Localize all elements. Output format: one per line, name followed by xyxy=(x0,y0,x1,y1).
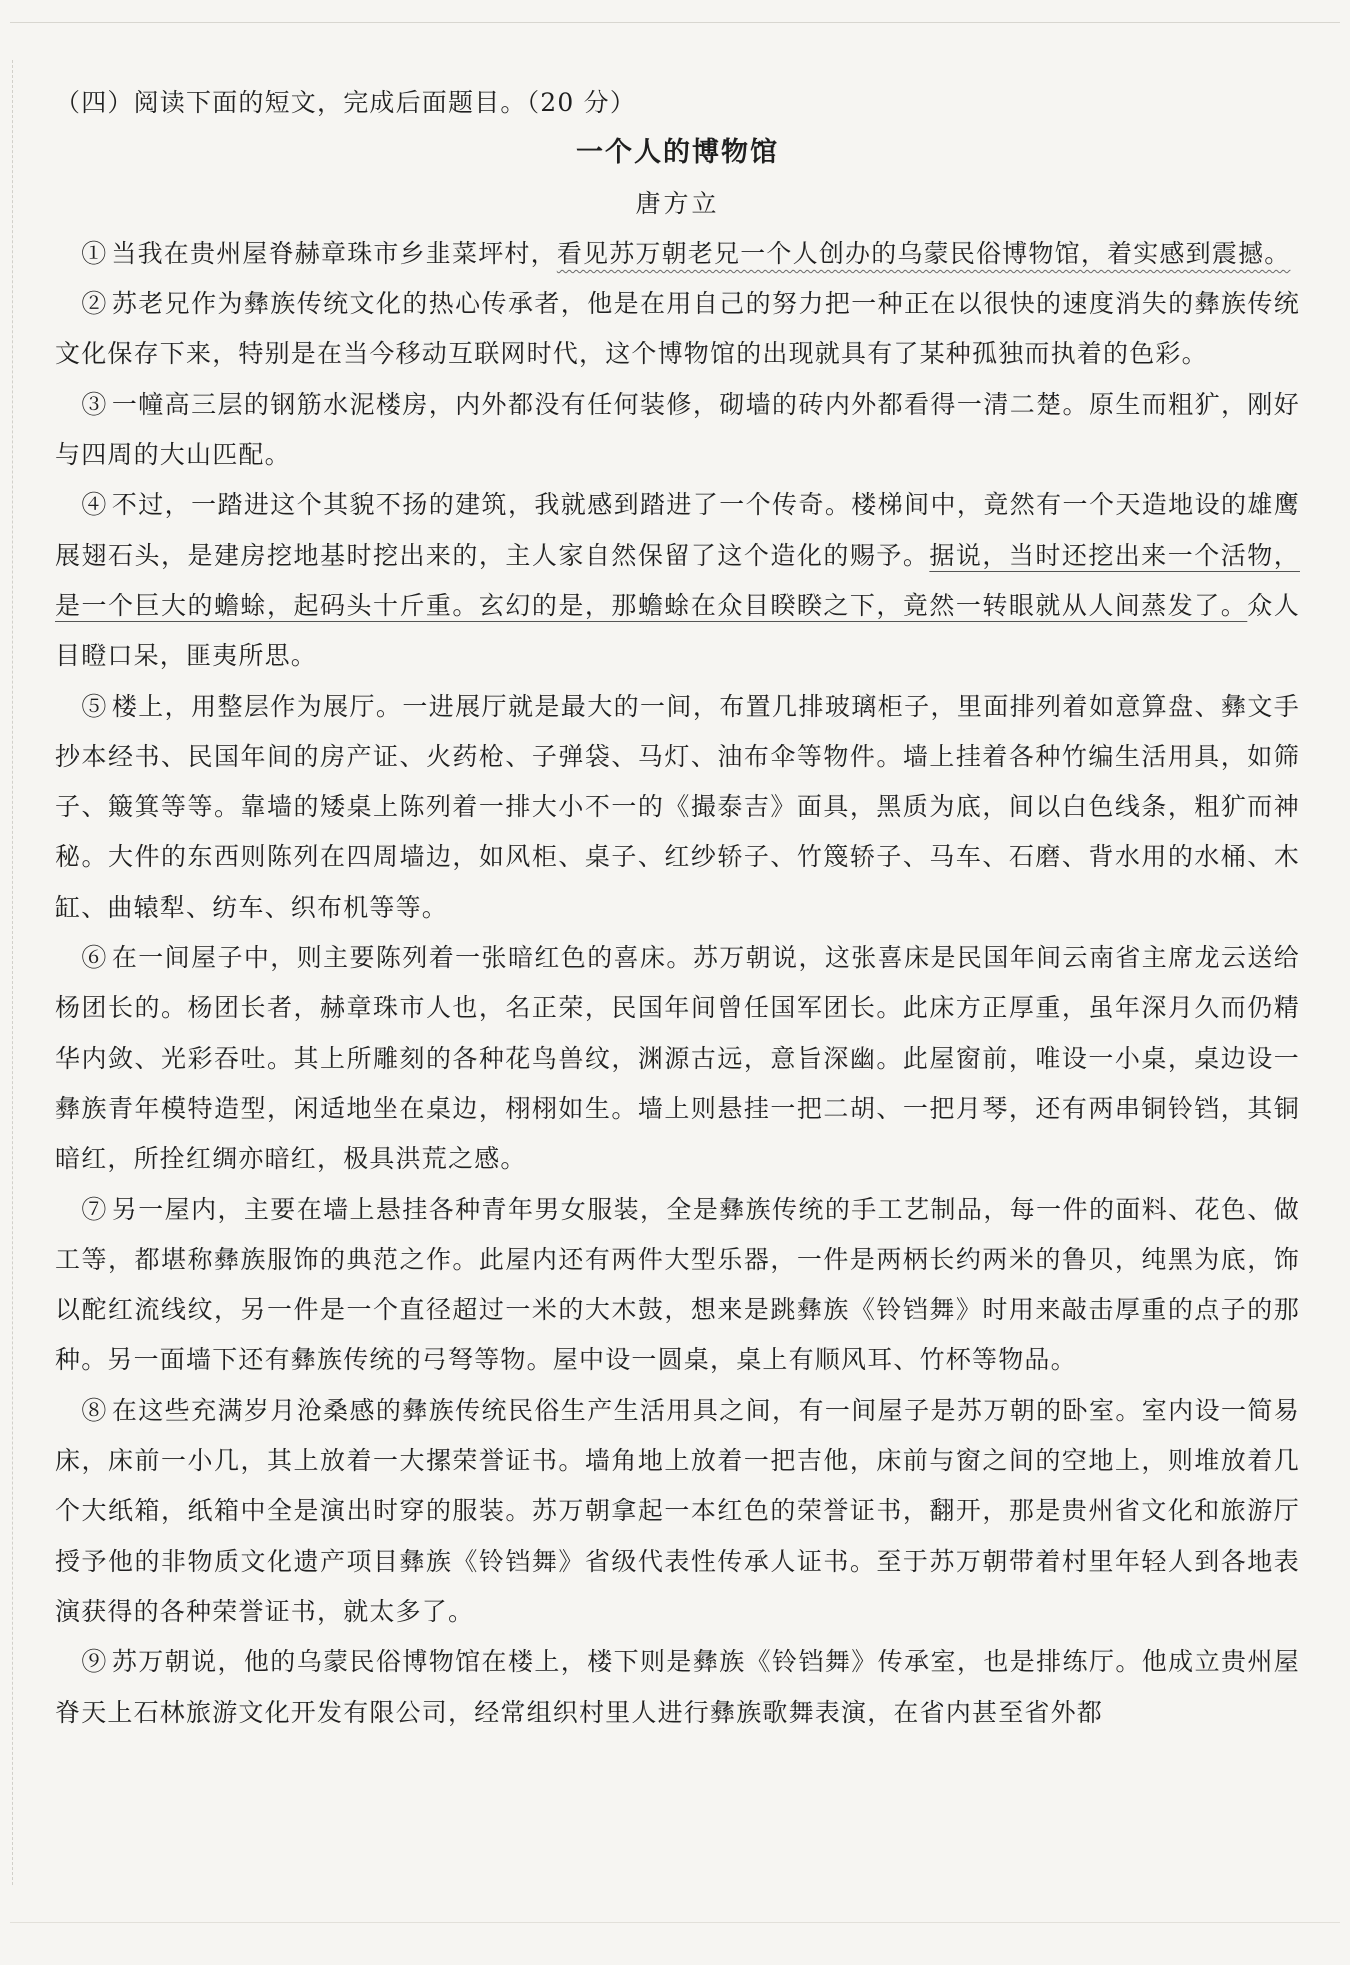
paragraph-text: 不过，一踏进这个其貌不扬的建筑，我就感到踏进了一个传奇。楼梯间中，竟然有一个天造地设的雄鹰展翅石头，是建房挖地基时挖出来的，主人家自然保留了这个造化的赐予。 xyxy=(55,490,1301,570)
paragraph-text: 另一屋内，主要在墙上悬挂各种青年男女服装，全是彝族传统的手工艺制品，每一件的面料、花色、做工等，都堪称彝族服饰的典范之作。此屋内还有两件大型乐器，一件是两柄长约两米的鲁贝，纯黑为底，饰以酡红流线纹，另一件是一个直径超过一米的大木鼓，想来是跳彝族《铃铛舞》时用来敲击厚重的点子的那种。另一面墙下还有彝族传统的弓弩等物。屋中设一圆桌，桌上有顺风耳、竹杯等物品。 xyxy=(55,1194,1301,1375)
article-title: 一个人的博物馆 xyxy=(576,137,779,169)
paragraph-text: 一幢高三层的钢筋水泥楼房，内外都没有任何装修，砌墙的砖内外都看得一清二楚。原生而粗犷，刚好与四周的大山匹配。 xyxy=(55,389,1301,470)
paragraph-number: ② xyxy=(81,289,108,319)
paragraph-text: 当我在贵州屋脊赫章珠市乡韭菜坪村， xyxy=(111,238,557,268)
paragraph-number: ⑥ xyxy=(81,943,108,973)
paragraph-number: ④ xyxy=(81,490,108,520)
paragraph-number: ③ xyxy=(81,389,108,419)
paragraph-9 xyxy=(55,1637,1300,1738)
paragraph-number: ⑨ xyxy=(81,1647,108,1677)
paragraph-number: ⑦ xyxy=(81,1194,108,1224)
paragraph-number: ⑧ xyxy=(81,1395,108,1425)
paragraph-number: ⑤ xyxy=(81,691,108,721)
bottom-rule xyxy=(10,1922,1340,1923)
article xyxy=(55,78,1300,1738)
paragraph-5 xyxy=(55,682,1300,933)
top-rule xyxy=(10,22,1340,23)
wavy-underlined-sentence: 看见苏万朝老兄一个人创办的乌蒙民俗博物馆，着实感到震撼。 xyxy=(556,238,1291,268)
article-author: 唐方立 xyxy=(635,188,720,218)
paragraph-1 xyxy=(55,229,1300,279)
paragraph-text: 苏老兄作为彝族传统文化的热心传承者，他是在用自己的努力把一种正在以很快的速度消失的彝族传统文化保存下来，特别是在当今移动互联网时代，这个博物馆的出现就具有了某种孤独而执着的色彩。 xyxy=(55,289,1301,369)
paragraph-6 xyxy=(55,933,1300,1184)
paragraph-7 xyxy=(55,1185,1300,1386)
paragraph-text: 楼上，用整层作为展厅。一进展厅就是最大的一间，布置几排玻璃柜子，里面排列着如意算盘、彝文手抄本经书、民国年间的房产证、火药枪、子弹袋、马灯、油布伞等物件。墙上挂着各种竹编生活用具，如筛子、簸箕等等。靠墙的矮桌上陈列着一排大小不一的《撮泰吉》面具，黑质为底，间以白色线条，粗犷而神秘。大件的东西则陈列在四周墙边，如风柜、桌子、红纱轿子、竹篾轿子、马车、石磨、背水用的水桶、木缸、曲辕犁、纺车、织布机等等。 xyxy=(55,691,1301,922)
paragraph-8 xyxy=(55,1386,1300,1637)
underlined-sentence: 据说，当时还挖出来一个活物，是一个巨大的蟾蜍，起码头十斤重。玄幻的是，那蟾蜍在众目睽睽之下，竟然一转眼就从人间蒸发了。 xyxy=(55,540,1300,620)
paragraph-number: ① xyxy=(81,238,108,268)
paragraph-2 xyxy=(55,279,1300,380)
paragraph-text: 在一间屋子中，则主要陈列着一张暗红色的喜床。苏万朝说，这张喜床是民国年间云南省主席龙云送给杨团长的。杨团长者，赫章珠市人也，名正荣，民国年间曾任国军团长。此床方正厚重，虽年深月久而仍精华内敛、光彩吞吐。其上所雕刻的各种花鸟兽纹，渊源古远，意旨深幽。此屋窗前，唯设一小桌，桌边设一彝族青年模特造型，闲适地坐在桌边，栩栩如生。墙上则悬挂一把二胡、一把月琴，还有两串铜铃铛，其铜暗红，所拴红绸亦暗红，极具洪荒之感。 xyxy=(55,943,1301,1174)
paragraph-3 xyxy=(55,380,1300,481)
paragraph-text: 众人目瞪口呆，匪夷所思。 xyxy=(55,590,1300,671)
paragraph-4 xyxy=(55,480,1300,681)
binding-margin xyxy=(12,60,13,1885)
paragraph-text: 苏万朝说，他的乌蒙民俗博物馆在楼上，楼下则是彝族《铃铛舞》传承室，也是排练厅。他成立贵州屋脊天上石林旅游文化开发有限公司，经常组织村里人进行彝族歌舞表演，在省内甚至省外都 xyxy=(55,1647,1301,1727)
paragraph-text: 在这些充满岁月沧桑感的彝族传统民俗生产生活用具之间，有一间屋子是苏万朝的卧室。室内设一简易床，床前一小几，其上放着一大摞荣誉证书。墙角地上放着一把吉他，床前与窗之间的空地上，则堆放着几个大纸箱，纸箱中全是演出时穿的服装。苏万朝拿起一本红色的荣誉证书，翻开，那是贵州省文化和旅游厅授予他的非物质文化遗产项目彝族《铃铛舞》省级代表性传承人证书。至于苏万朝带着村里年轻人到各地表演获得的各种荣誉证书，就太多了。 xyxy=(55,1395,1301,1626)
section-heading: （四）阅读下面的短文，完成后面题目。（20 分） xyxy=(55,88,637,117)
